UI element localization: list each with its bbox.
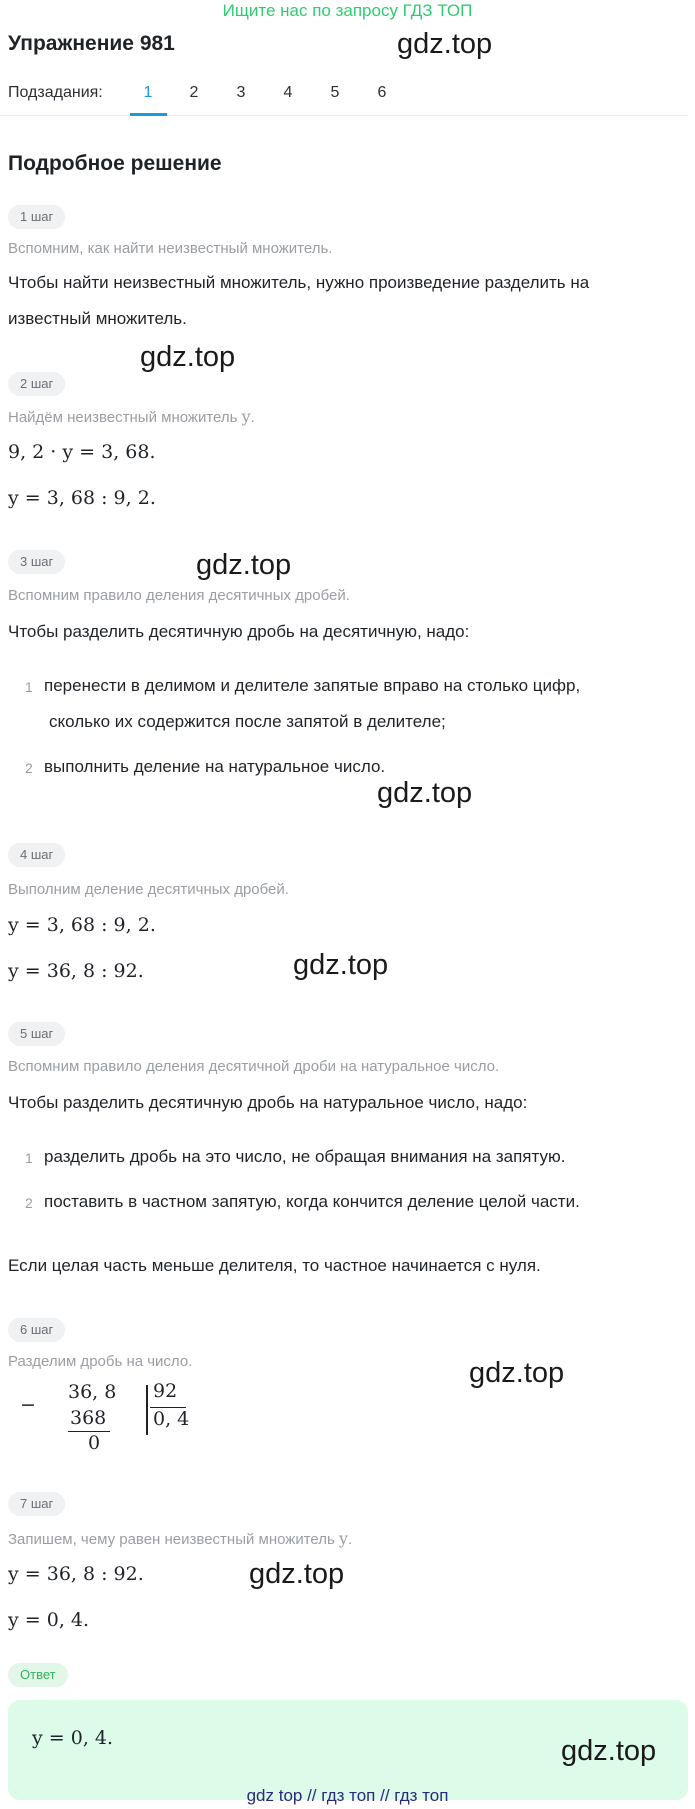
step-badge-1: 1 шаг [8, 205, 65, 229]
step-hint-3: Вспомним правило деления десятичных дробей. [8, 587, 350, 604]
division-divisor: 92 [153, 1380, 178, 1402]
tab-subtask-5[interactable]: 5 [330, 84, 340, 101]
step-hint-5: Вспомним правило деления десятичной дроби на натуральное число. [8, 1058, 500, 1075]
step-badge-7: 7 шаг [8, 1492, 65, 1516]
watermark: gdz.top [561, 1735, 657, 1767]
division-bar [146, 1385, 148, 1435]
tab-subtask-1[interactable]: 1 [143, 84, 153, 101]
page-title: Упражнение 981 [8, 32, 175, 55]
math-line: 9, 2 · y = 3, 68. [8, 441, 156, 463]
division-remainder: 0 [88, 1432, 101, 1454]
watermark: gdz.top [249, 1558, 345, 1590]
watermark: gdz.top [377, 777, 473, 809]
subtasks-label: Подзадания: [8, 84, 103, 101]
step-hint-1: Вспомним, как найти неизвестный множитель. [8, 240, 333, 257]
tabs-divider [0, 115, 688, 116]
step-badge-4: 4 шаг [8, 843, 65, 867]
step-text-3: Чтобы разделить десятичную дробь на десятичную, надо: [8, 622, 470, 641]
math-line: y = 0, 4. [8, 1609, 90, 1631]
footer-links[interactable]: gdz top // гдз топ // гдз топ [246, 1786, 449, 1805]
step-text-5: Чтобы разделить десятичную дробь на натуральное число, надо: [8, 1093, 528, 1112]
step-text-1b: известный множитель. [8, 309, 187, 328]
division-subtrahend: 368 [70, 1407, 107, 1429]
step-hint-7: Запишем, чему равен неизвестный множитель y. [8, 1529, 353, 1548]
math-line: y = 3, 68 : 9, 2. [8, 914, 156, 936]
watermark: gdz.top [196, 549, 292, 581]
list-item-text: сколько их содержится после запятой в делителе; [49, 712, 446, 731]
watermark: gdz.top [293, 949, 389, 981]
step-badge-3: 3 шаг [8, 550, 65, 574]
tab-subtask-6[interactable]: 6 [377, 84, 387, 101]
step-hint-6: Разделим дробь на число. [8, 1353, 193, 1370]
list-item-text: перенести в делимом и делителе запятые вправо на столько цифр, [44, 676, 581, 695]
search-banner: Ищите нас по запросу ГДЗ ТОП [222, 1, 473, 20]
watermark: gdz.top [397, 28, 493, 60]
tab-subtask-2[interactable]: 2 [189, 84, 199, 101]
answer-value: y = 0, 4. [32, 1727, 114, 1749]
step-hint-2: Найдём неизвестный множитель y. [8, 407, 255, 426]
math-line: y = 3, 68 : 9, 2. [8, 487, 156, 509]
active-tab-indicator [130, 113, 167, 116]
list-number: 1 [25, 1150, 33, 1166]
watermark: gdz.top [140, 341, 236, 373]
tab-subtask-4[interactable]: 4 [283, 84, 293, 101]
division-quotient: 0, 4 [153, 1408, 190, 1430]
step-hint-4: Выполним деление десятичных дробей. [8, 881, 289, 898]
list-item-text: выполнить деление на натуральное число. [44, 757, 386, 776]
tab-subtask-3[interactable]: 3 [236, 84, 246, 101]
section-title: Подробное решение [8, 152, 222, 175]
step-badge-6: 6 шаг [8, 1318, 65, 1342]
list-number: 1 [25, 679, 33, 695]
list-number: 2 [25, 760, 33, 776]
step-badge-2: 2 шаг [8, 372, 65, 396]
math-line: y = 36, 8 : 92. [8, 960, 144, 982]
list-number: 2 [25, 1195, 33, 1211]
division-dividend: 36, 8 [68, 1381, 117, 1403]
list-item-text: поставить в частном запятую, когда кончится деление целой части. [44, 1192, 580, 1211]
answer-badge: Ответ [8, 1663, 68, 1687]
watermark: gdz.top [469, 1357, 565, 1389]
step-note-5: Если целая часть меньше делителя, то частное начинается с нуля. [8, 1256, 541, 1275]
division-minus: − [20, 1394, 36, 1416]
step-badge-5: 5 шаг [8, 1022, 65, 1046]
math-line: y = 36, 8 : 92. [8, 1563, 144, 1585]
list-item-text: разделить дробь на это число, не обращая внимания на запятую. [44, 1147, 566, 1166]
step-text-1a: Чтобы найти неизвестный множитель, нужно произведение разделить на [8, 273, 590, 292]
